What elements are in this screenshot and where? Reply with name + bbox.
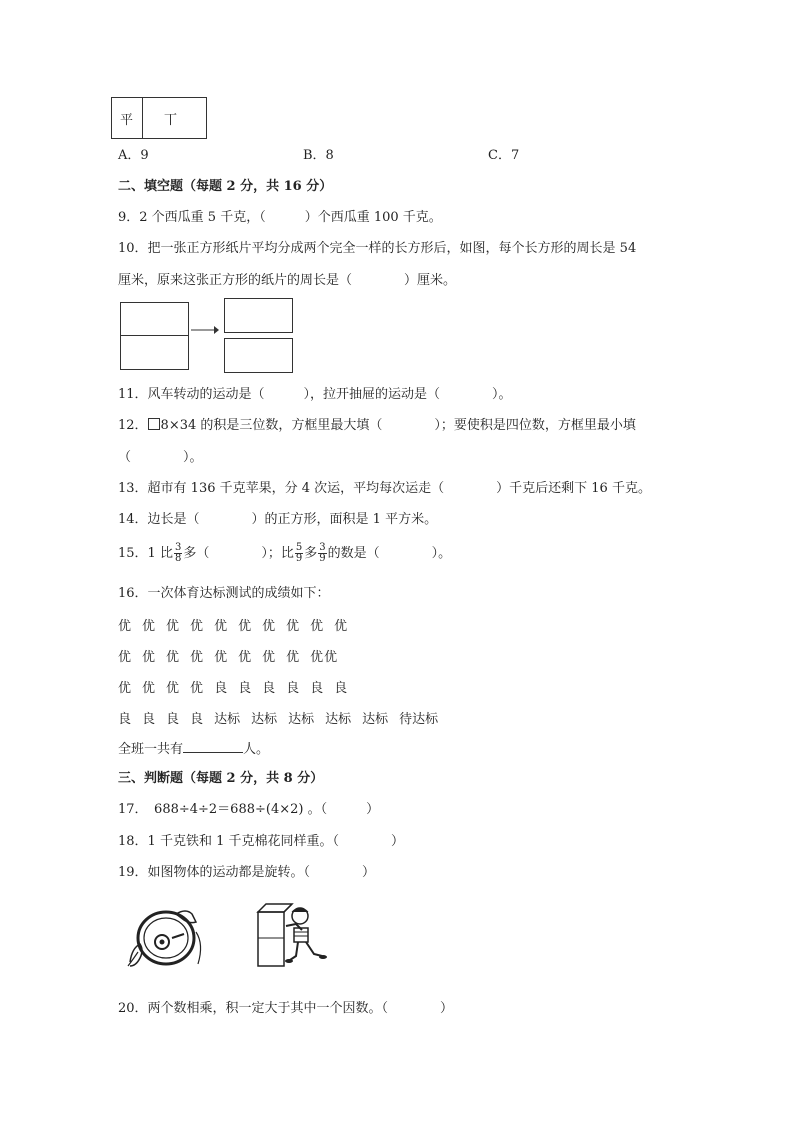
- top-table-cell-2: 丅: [164, 113, 178, 128]
- grade-cell: 优: [142, 681, 156, 696]
- q16-answer-suffix: 人。: [243, 742, 270, 757]
- question-12: [118, 417, 636, 435]
- fraction-denominator: 9: [319, 553, 326, 564]
- fraction-5-9: [295, 543, 303, 564]
- question-17: 17． 688÷4÷2＝688÷(4×2) 。（ ）: [118, 802, 380, 817]
- grade-cell: 良: [262, 681, 276, 696]
- grade-cell: 良: [118, 712, 132, 727]
- blank-square-icon: [148, 418, 160, 430]
- grade-cell: 达标: [288, 712, 315, 727]
- question-12-text: 8×34 的积是三位数，方框里最大填（ ）；要使积是四位数，方框里最小填: [160, 418, 636, 433]
- grade-cell: 优: [262, 650, 276, 665]
- grade-cell: 优: [310, 650, 324, 665]
- fraction-numerator: 3: [319, 542, 326, 553]
- question-19: 19．如图物体的运动都是旋转。（ ）: [118, 865, 376, 880]
- grade-cell: 达标: [362, 712, 389, 727]
- grade-cell: 优: [214, 619, 228, 634]
- top-table-divider: [142, 98, 143, 138]
- grade-row-1: [118, 615, 358, 634]
- grade-cell: 优: [286, 619, 300, 634]
- grade-cell: 达标: [325, 712, 352, 727]
- grade-cell: 优: [310, 619, 324, 634]
- grade-row-4: [118, 708, 449, 727]
- q15-part-1: 15．1 比: [118, 546, 173, 561]
- grade-cell: 良: [214, 681, 228, 696]
- grade-cell: 优: [166, 650, 180, 665]
- boy-pushing-box-icon: [252, 900, 328, 970]
- arrow-icon: [190, 324, 220, 336]
- q16-answer-prefix: 全班一共有: [118, 742, 184, 757]
- question-16-answer: [118, 739, 269, 759]
- grade-cell: 优: [190, 681, 204, 696]
- question-16-intro: 16．一次体育达标测试的成绩如下：: [118, 586, 330, 601]
- steering-wheel-icon: [126, 908, 206, 970]
- question-9: 9．2 个西瓜重 5 千克，（ ）个西瓜重 100 千克。: [118, 210, 442, 225]
- q8-option-b: B．8: [303, 148, 334, 163]
- top-table: [111, 97, 207, 139]
- grade-cell: 良: [286, 681, 300, 696]
- q15-part-4: 的数是（ ）。: [327, 546, 452, 561]
- question-13: 13．超市有 136 千克苹果，分 4 次运，平均每次运走（ ）千克后还剩下 16 千克。: [118, 481, 651, 496]
- question-18: 18．1 千克铁和 1 千克棉花同样重。（ ）: [118, 834, 404, 849]
- grade-cell: 优: [238, 650, 252, 665]
- grade-cell: 待达标: [399, 712, 439, 727]
- grade-cell: 优: [214, 650, 228, 665]
- grade-row-2: [118, 646, 348, 665]
- square-midline: [121, 335, 188, 336]
- grade-cell: 良: [310, 681, 324, 696]
- grade-cell: 优: [324, 650, 338, 665]
- section-3-title: 三、判断题（每题 2 分，共 8 分）: [118, 771, 324, 786]
- grade-cell: 优: [262, 619, 276, 634]
- answer-blank: [183, 739, 243, 753]
- grade-cell: 良: [142, 712, 156, 727]
- fraction-3-8: [174, 543, 182, 564]
- question-20: 20．两个数相乘，积一定大于其中一个因数。（ ）: [118, 1001, 454, 1016]
- grade-cell: 达标: [214, 712, 241, 727]
- question-15: [118, 543, 451, 565]
- question-11: 11．风车转动的运动是（ ），拉开抽屉的运动是（ ）。: [118, 387, 512, 402]
- question-12-prefix: 12．: [118, 418, 148, 433]
- fraction-denominator: 8: [174, 553, 182, 564]
- fraction-denominator: 9: [295, 553, 303, 564]
- fraction-numerator: 3: [174, 542, 182, 553]
- question-10-line-2: 厘米，原来这张正方形的纸片的周长是（ ）厘米。: [118, 273, 457, 288]
- grade-cell: 优: [118, 619, 132, 634]
- grade-cell: 达标: [251, 712, 278, 727]
- rectangle-bottom: [224, 338, 293, 373]
- question-14: 14．边长是（ ）的正方形，面积是 1 平方米。: [118, 512, 438, 527]
- grade-cell: 优: [118, 681, 132, 696]
- grade-cell: 优: [334, 619, 348, 634]
- grade-cell: 良: [334, 681, 348, 696]
- fraction-numerator: 5: [295, 542, 303, 553]
- q8-option-a: A．9: [118, 148, 149, 163]
- section-2-title: 二、填空题（每题 2 分，共 16 分）: [118, 179, 333, 194]
- q15-part-2: 多（ ）；比: [183, 546, 294, 561]
- grade-cell: 优: [190, 619, 204, 634]
- question-10-line-1: 10．把一张正方形纸片平均分成两个完全一样的长方形后，如图，每个长方形的周长是 54: [118, 241, 637, 256]
- grade-cell: 优: [166, 681, 180, 696]
- square-figure: [120, 302, 189, 370]
- top-table-cell-1: 平: [120, 113, 134, 128]
- grade-cell: 良: [166, 712, 180, 727]
- grade-cell: 优: [166, 619, 180, 634]
- grade-cell: 优: [190, 650, 204, 665]
- grade-cell: 优: [142, 650, 156, 665]
- q15-part-3: 多: [304, 546, 318, 561]
- grade-cell: 优: [286, 650, 300, 665]
- grade-cell: 优: [118, 650, 132, 665]
- question-12-line-2: （ ）。: [118, 450, 203, 465]
- grade-cell: 优: [142, 619, 156, 634]
- grade-cell: 优: [238, 619, 252, 634]
- q8-option-c: C．7: [488, 148, 520, 163]
- fraction-3-9: [318, 543, 326, 564]
- grade-cell: 良: [238, 681, 252, 696]
- grade-cell: 良: [190, 712, 204, 727]
- grade-row-3: [118, 677, 358, 696]
- rectangle-top: [224, 298, 293, 333]
